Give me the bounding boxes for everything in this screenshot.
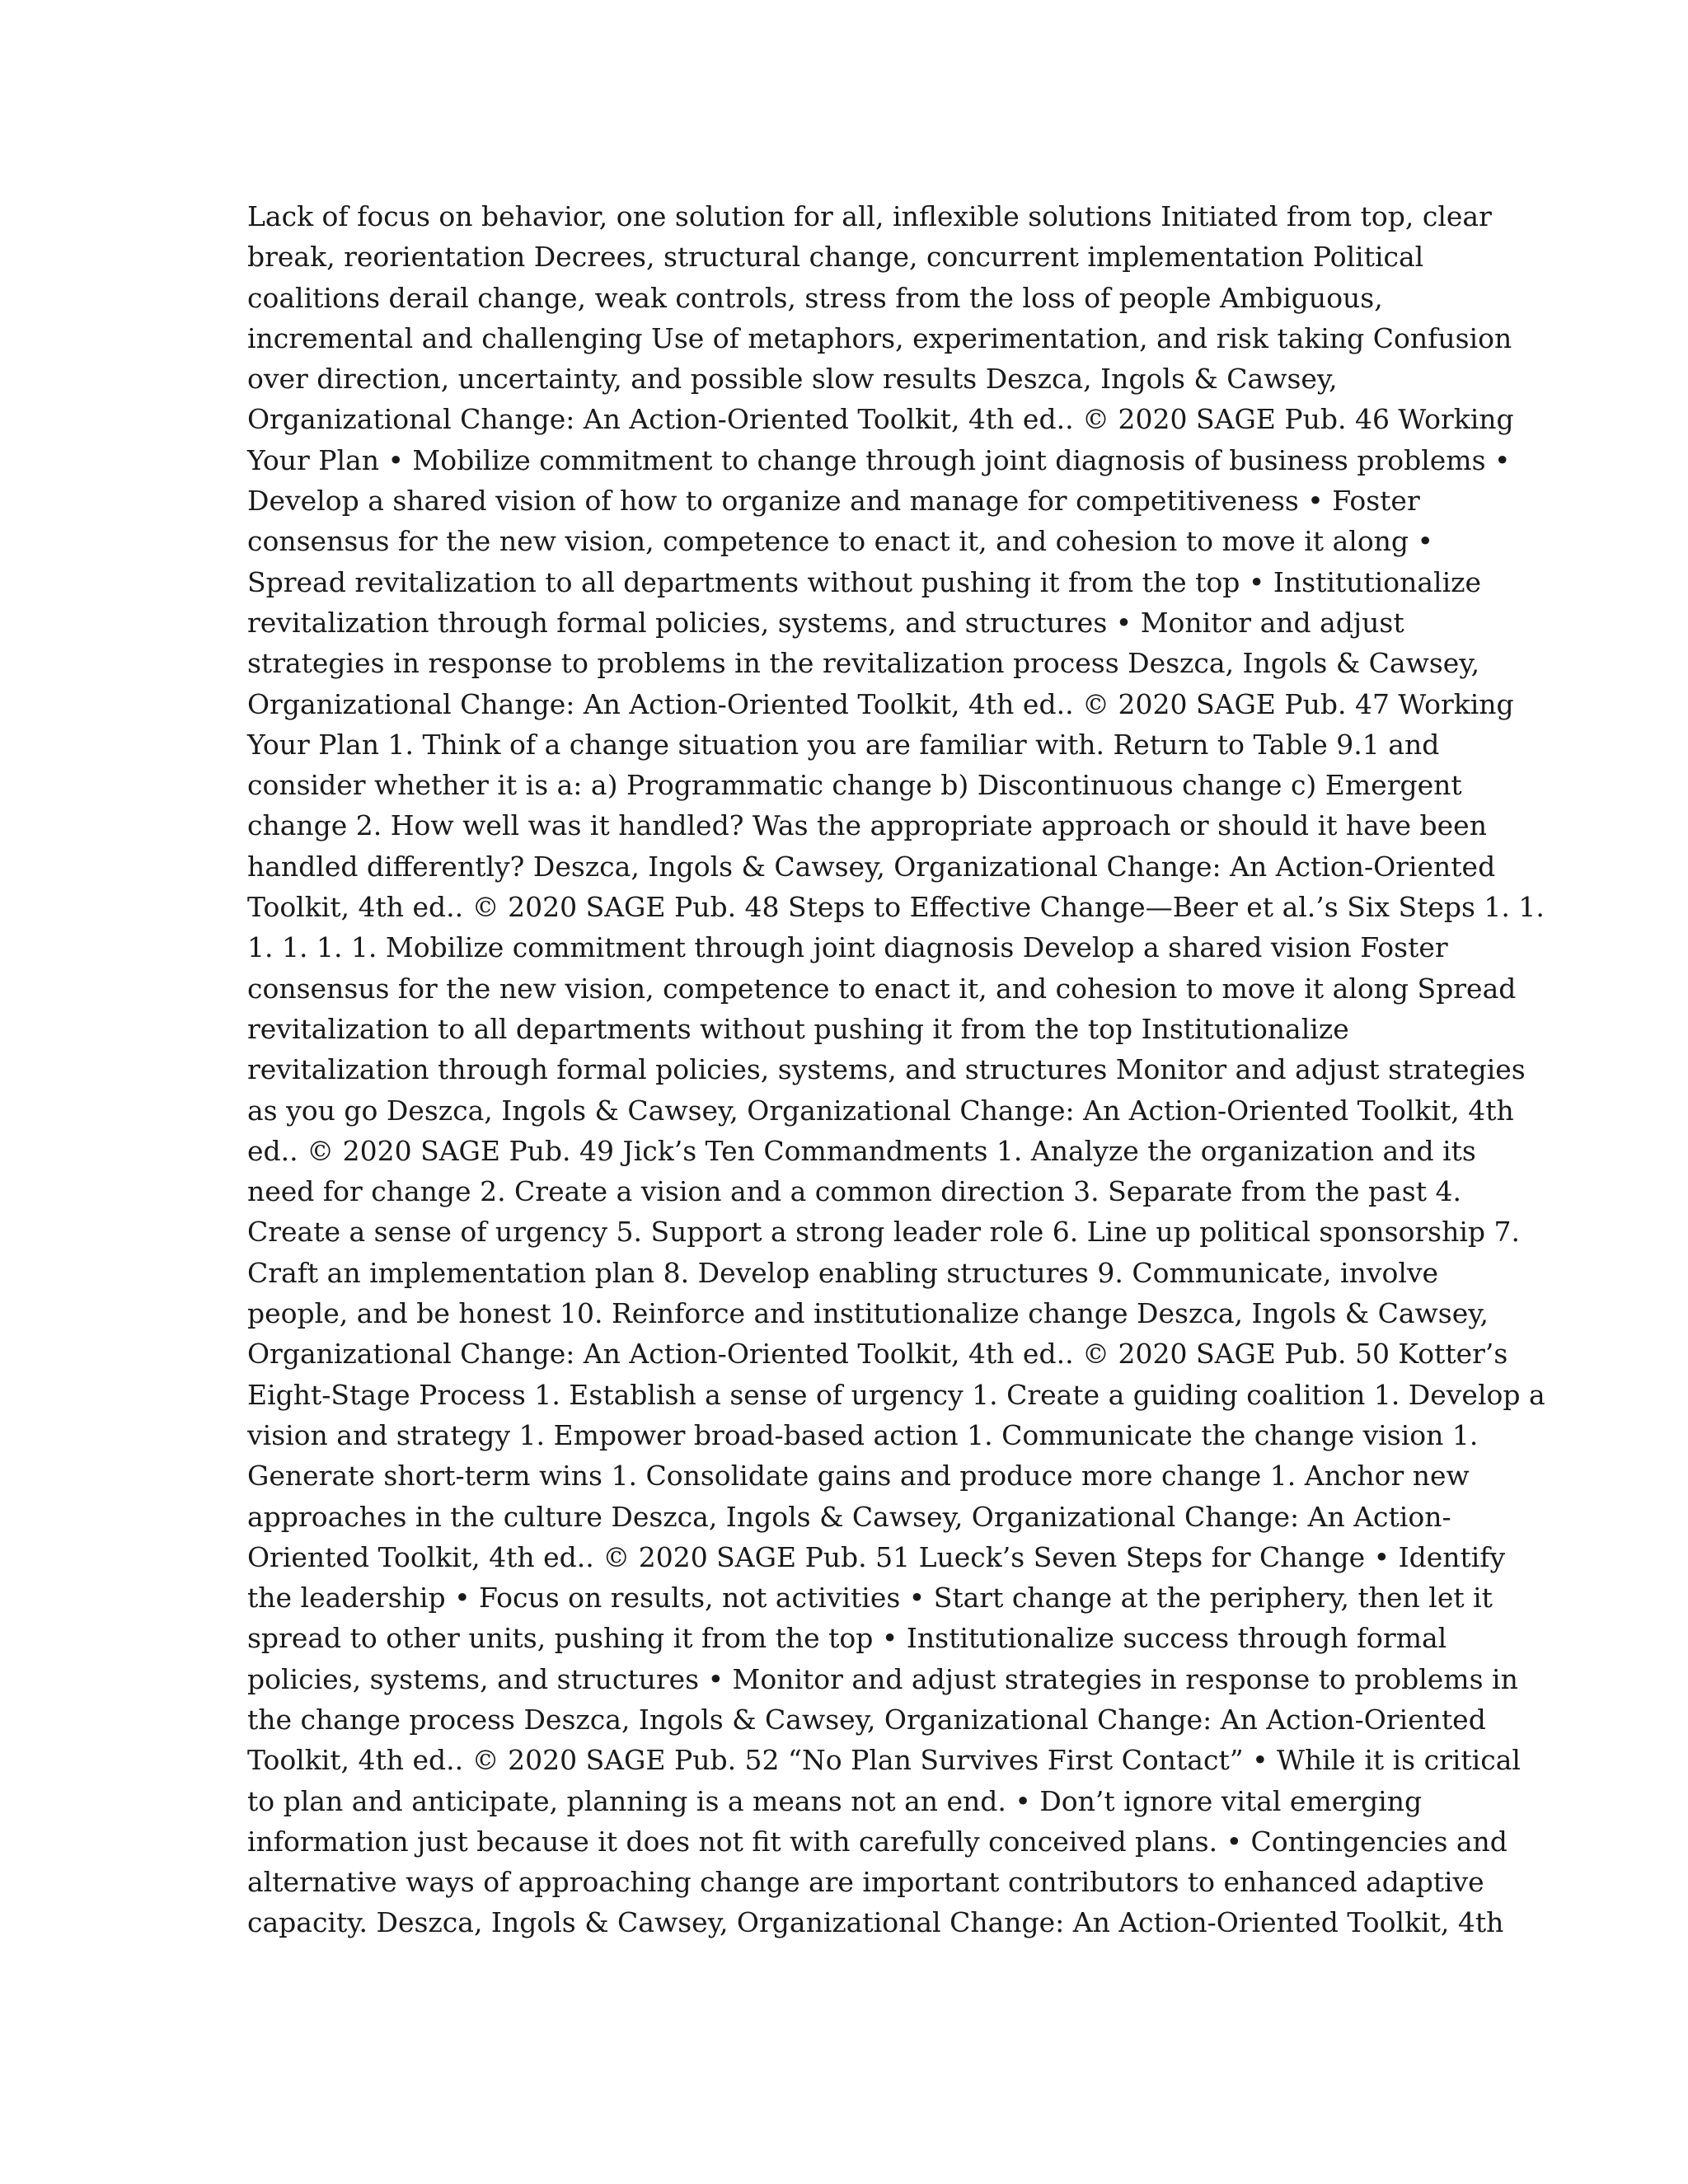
text-line: the leadership • Focus on results, not activities • Start change at the periphery, then let it [247, 1582, 1493, 1615]
text-line: Lack of focus on behavior, one solution for all, inflexible solutions Initiated from top, clear [247, 200, 1492, 232]
text-line: Toolkit, 4th ed.. © 2020 SAGE Pub. 52 “No Plan Survives First Contact” • While it is critical [247, 1744, 1521, 1777]
text-line: Craft an implementation plan 8. Develop enabling structures 9. Communicate, involve [247, 1256, 1439, 1289]
text-line: Your Plan 1. Think of a change situation you are familiar with. Return to Table 9.1 and [247, 728, 1440, 761]
text-line: Organizational Change: An Action-Oriented Toolkit, 4th ed.. © 2020 SAGE Pub. 50 Kotter’s [247, 1338, 1508, 1371]
text-line: Spread revitalization to all departments without pushing it from the top • Institutionalize [247, 565, 1482, 598]
text-line: spread to other units, pushing it from the top • Institutionalize success through formal [247, 1622, 1447, 1655]
text-line: handled differently? Deszca, Ingols & Cawsey, Organizational Change: An Action-Oriented [247, 850, 1496, 883]
text-line: revitalization through formal policies, systems, and structures • Monitor and adjust [247, 606, 1404, 639]
text-line: to plan and anticipate, planning is a means not an end. • Don’t ignore vital emerging [247, 1784, 1423, 1817]
text-line: capacity. Deszca, Ingols & Cawsey, Organizational Change: An Action-Oriented Toolkit, 4th [247, 1906, 1504, 1939]
text-line: strategies in response to problems in the revitalization process Deszca, Ingols & Cawsey, [247, 647, 1480, 680]
text-line: Generate short-term wins 1. Consolidate gains and produce more change 1. Anchor new [247, 1460, 1470, 1493]
text-line: change 2. How well was it handled? Was the appropriate approach or should it have been [247, 809, 1487, 842]
text-line: Your Plan • Mobilize commitment to change through joint diagnosis of business problems • [247, 443, 1511, 476]
text-line: Create a sense of urgency 5. Support a strong leader role 6. Line up political sponsorship 7. [247, 1216, 1521, 1249]
text-line: Organizational Change: An Action-Oriented Toolkit, 4th ed.. © 2020 SAGE Pub. 46 Working [247, 403, 1514, 436]
text-line: approaches in the culture Deszca, Ingols & Cawsey, Organizational Change: An Action- [247, 1500, 1451, 1533]
text-line: policies, systems, and structures • Monitor and adjust strategies in response to problems in [247, 1662, 1518, 1695]
text-line: break, reorientation Decrees, structural change, concurrent implementation Political [247, 241, 1424, 274]
text-line: Organizational Change: An Action-Oriented Toolkit, 4th ed.. © 2020 SAGE Pub. 47 Working [247, 687, 1514, 720]
text-line: alternative ways of approaching change are important contributors to enhanced adaptive [247, 1866, 1484, 1899]
text-line: vision and strategy 1. Empower broad-based action 1. Communicate the change vision 1. [247, 1418, 1479, 1451]
text-line: people, and be honest 10. Reinforce and institutionalize change Deszca, Ingols & Cawsey, [247, 1297, 1489, 1330]
text-line: need for change 2. Create a vision and a common direction 3. Separate from the past 4. [247, 1175, 1461, 1208]
body-text [247, 196, 1545, 1943]
text-line: consensus for the new vision, competence to enact it, and cohesion to move it along Spread [247, 972, 1517, 1005]
text-line: over direction, uncertainty, and possible slow results Deszca, Ingols & Cawsey, [247, 363, 1338, 396]
text-line: coalitions derail change, weak controls, stress from the loss of people Ambiguous, [247, 281, 1383, 314]
text-line: incremental and challenging Use of metaphors, experimentation, and risk taking Confusion [247, 321, 1512, 354]
text-line: Oriented Toolkit, 4th ed.. © 2020 SAGE Pub. 51 Lueck’s Seven Steps for Change • Identify [247, 1540, 1506, 1573]
text-line: Eight-Stage Process 1. Establish a sense of urgency 1. Create a guiding coalition 1. Develop a [247, 1378, 1545, 1411]
text-line: Toolkit, 4th ed.. © 2020 SAGE Pub. 48 Steps to Effective Change—Beer et al.’s Six Steps 1. 1. [247, 891, 1545, 924]
text-line: the change process Deszca, Ingols & Cawsey, Organizational Change: An Action-Oriented [247, 1703, 1486, 1736]
text-line: revitalization through formal policies, systems, and structures Monitor and adjust strategies [247, 1053, 1526, 1086]
text-line: Develop a shared vision of how to organize and manage for competitiveness • Foster [247, 485, 1420, 518]
text-line: consider whether it is a: a) Programmatic change b) Discontinuous change c) Emergent [247, 769, 1462, 802]
text-line: consensus for the new vision, competence to enact it, and cohesion to move it along • [247, 525, 1434, 558]
text-line: as you go Deszca, Ingols & Cawsey, Organizational Change: An Action-Oriented Toolkit, 4th [247, 1094, 1514, 1127]
text-line: 1. 1. 1. 1. Mobilize commitment through joint diagnosis Develop a shared vision Foster [247, 931, 1448, 964]
text-line: revitalization to all departments without pushing it from the top Institutionalize [247, 1012, 1349, 1045]
text-line: information just because it does not fit with carefully conceived plans. • Contingencies and [247, 1825, 1507, 1858]
text-line: ed.. © 2020 SAGE Pub. 49 Jick’s Ten Commandments 1. Analyze the organization and its [247, 1134, 1476, 1167]
